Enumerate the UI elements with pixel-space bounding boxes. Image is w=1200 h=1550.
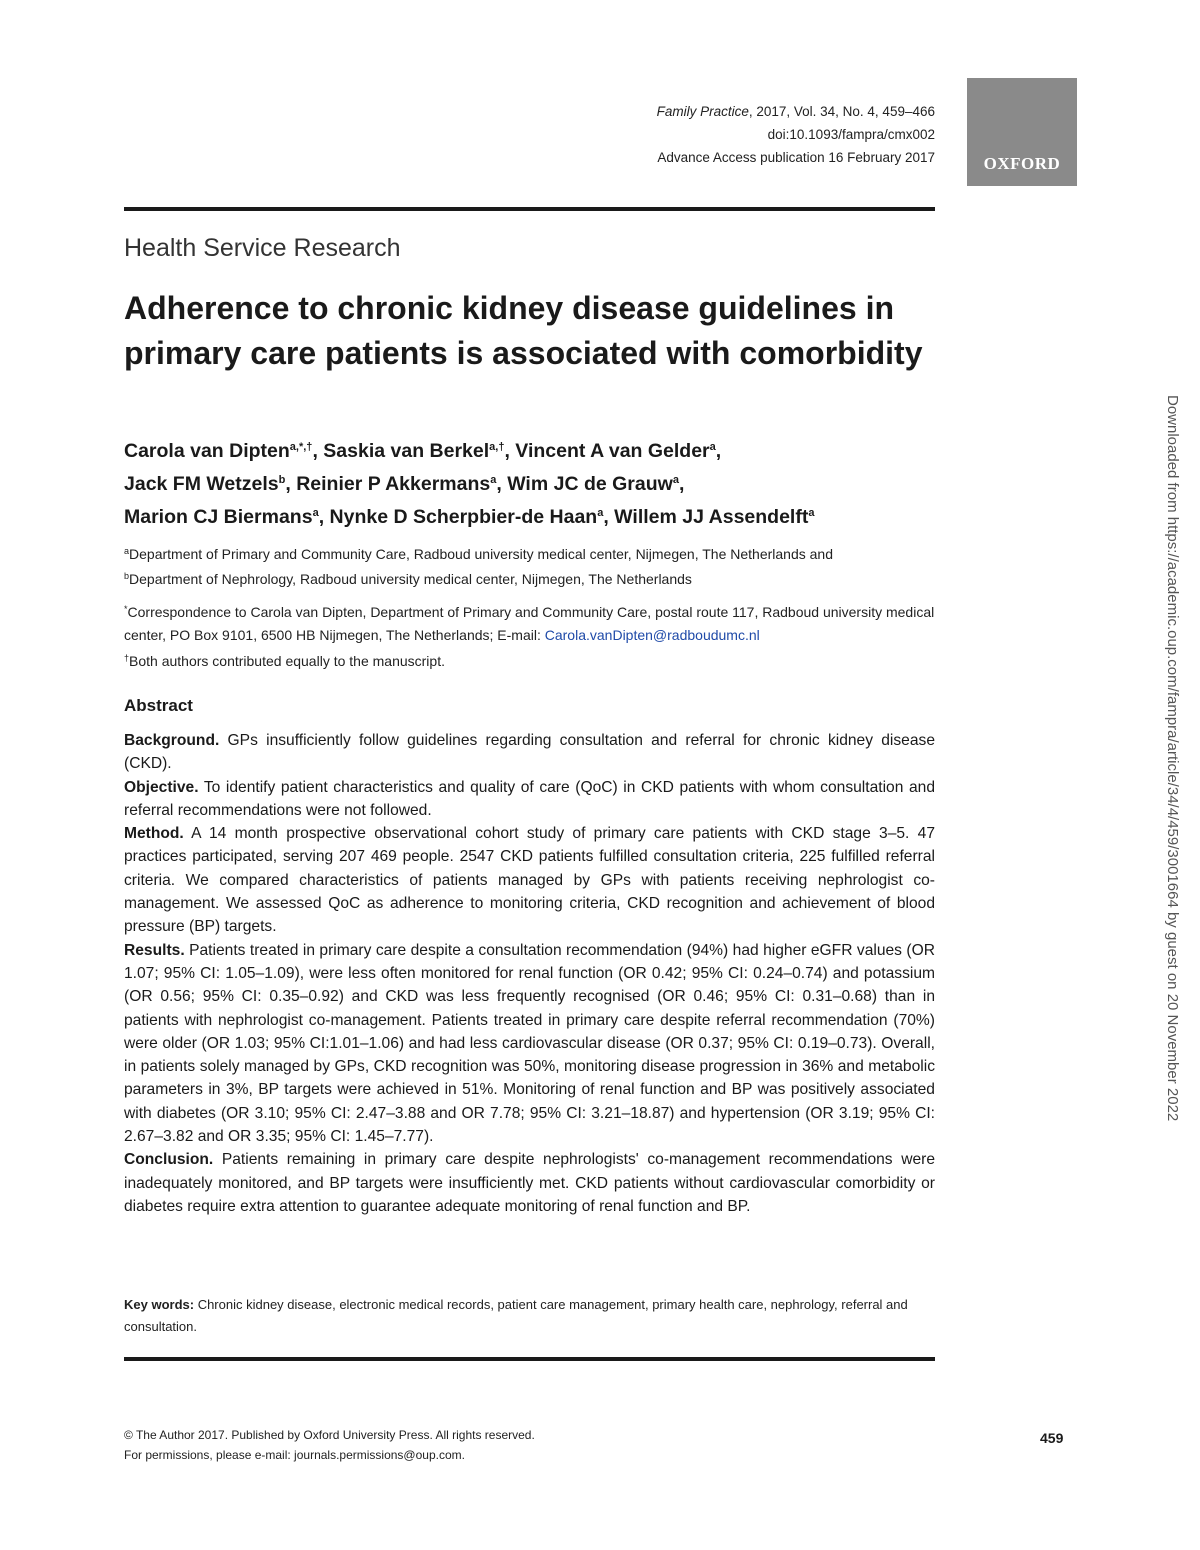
correspondence-note: *Correspondence to Carola van Dipten, Department of Primary and Community Care, postal route 117, Radboud university medical center, PO Box 9101, 6500 HB Nijmegen, The Netherlands; E-mail: Carola.vanDipten@radboudumc.nl [124,604,935,643]
author: Wim JC de Grauw$^a$, [507,473,685,495]
footer [124,1425,824,1465]
abstract-method: Method. A 14 month prospective observational cohort study of primary care patients with CKD stage 3–5. 47 practices participated, serving 207 469 people. 2547 CKD patients fulfilled consultation criteria, 225 fulfilled referral criteria. We compared characteristics of patients managed by GPs with patients receiving nephrologist co-management. We assessed QoC as adherence to monitoring criteria, CKD recognition and achievement of blood pressure (BP) targets. [124,825,935,936]
author: Jack FM Wetzels$^b$, [124,473,297,495]
oxford-logo [967,78,1077,186]
author: Vincent A van Gelder$^a$, [515,440,722,462]
abstract-heading: Abstract [124,696,193,715]
abstract-conclusion: Conclusion. Patients remaining in primary care despite nephrologists' co-management recommendations were inadequately monitored, and BP targets were insufficiently met. CKD patients without cardiovascular comorbidity or diabetes require extra attention to guarantee adequate monitoring of renal function and BP. [124,1151,935,1215]
affiliation: $^a$Department of Primary and Community Care, Radboud university medical center, Nijmegen, The Netherlands and [124,546,833,562]
author: Reinier P Akkermans$^a$, [296,473,502,495]
affiliations [124,540,954,590]
download-note: Downloaded from https://academic.oup.com/fampra/article/34/4/459/3001664 by guest on 20 November 2022 [1164,395,1181,1122]
correspondence [124,598,940,673]
keywords [124,1294,924,1338]
abstract-objective: Objective. To identify patient characteristics and quality of care (QoC) in CKD patients with whom consultation and referral recommendations were not followed. [124,778,935,819]
oxford-logo-text: OXFORD [983,154,1061,173]
abstract-body [124,729,935,1218]
page-number: 459 [1040,1430,1064,1446]
keywords-text: Chronic kidney disease, electronic medical records, patient care management, primary health care, nephrology, referral and consultation. [124,1297,908,1334]
journal-name: Family Practice [656,104,749,119]
author: Willem JJ Assendelft$^a$ [614,506,815,528]
journal-info [657,100,935,169]
author: Carola van Dipten$^{a,*,\dagger}$, [124,440,324,462]
journal-details: , 2017, Vol. 34, No. 4, 459–466 [748,104,935,119]
abstract-results: Results. Patients treated in primary care despite a consultation recommendation (94%) had higher eGFR values (OR 1.07; 95% CI: 1.05–1.09), were less often monitored for renal function (OR 0.42; 95% CI: 0.24–0.74) and potassium (OR 0.56; 95% CI: 0.35–0.92) and CKD was less frequently recognised (OR 0.46; 95% CI: 0.31–0.68) than in patients with nephrologist co-management. Patients treated in primary care despite referral recommendation (70%) were older (OR 1.03; 95% CI:1.01–1.06) and had less cardiovascular disease (OR 0.37; 95% CI: 0.19–0.73). Overall, in patients solely managed by GPs, CKD recognition was 50%, monitoring disease progression in 36% and metabolic parameters in 3%, BP targets were achieved in 51%. Monitoring of renal function and BP was positively associated with diabetes (OR 3.10; 95% CI: 2.47–3.88 and OR 7.78; 95% CI: 3.21–18.87) and hypertension (OR 3.19; 95% CI: 2.67–3.82 and OR 3.35; 95% CI: 1.45–7.77). [124,941,935,1146]
author-list [124,433,954,532]
copyright: © The Author 2017. Published by Oxford University Press. All rights reserved. [124,1428,535,1442]
author: Marion CJ Biermans$^a$, [124,506,330,528]
doi: doi:10.1093/fampra/cmx002 [767,127,935,142]
bottom-rule [124,1357,935,1361]
section-label: Health Service Research [124,234,401,262]
equal-contribution-note: †Both authors contributed equally to the manuscript. [124,653,445,669]
journal-citation [657,100,935,123]
keywords-label: Key words: [124,1297,195,1312]
author: Nynke D Scherpbier-de Haan$^a$, [329,506,609,528]
affiliation: $^b$Department of Nephrology, Radboud university medical center, Nijmegen, The Netherlands [124,571,692,587]
top-rule [124,207,935,211]
author: Saskia van Berkel$^{a,\dagger}$, [323,440,510,462]
email-link[interactable]: Carola.vanDipten@radboudumc.nl [544,627,760,643]
advance-access: Advance Access publication 16 February 2017 [657,150,935,165]
abstract-background: Background. GPs insufficiently follow guidelines regarding consultation and referral for chronic kidney disease (CKD). [124,732,935,773]
permissions: For permissions, please e-mail: journals.permissions@oup.com. [124,1448,465,1462]
article-title: Adherence to chronic kidney disease guidelines in primary care patients is associated with comorbidity [124,290,923,371]
